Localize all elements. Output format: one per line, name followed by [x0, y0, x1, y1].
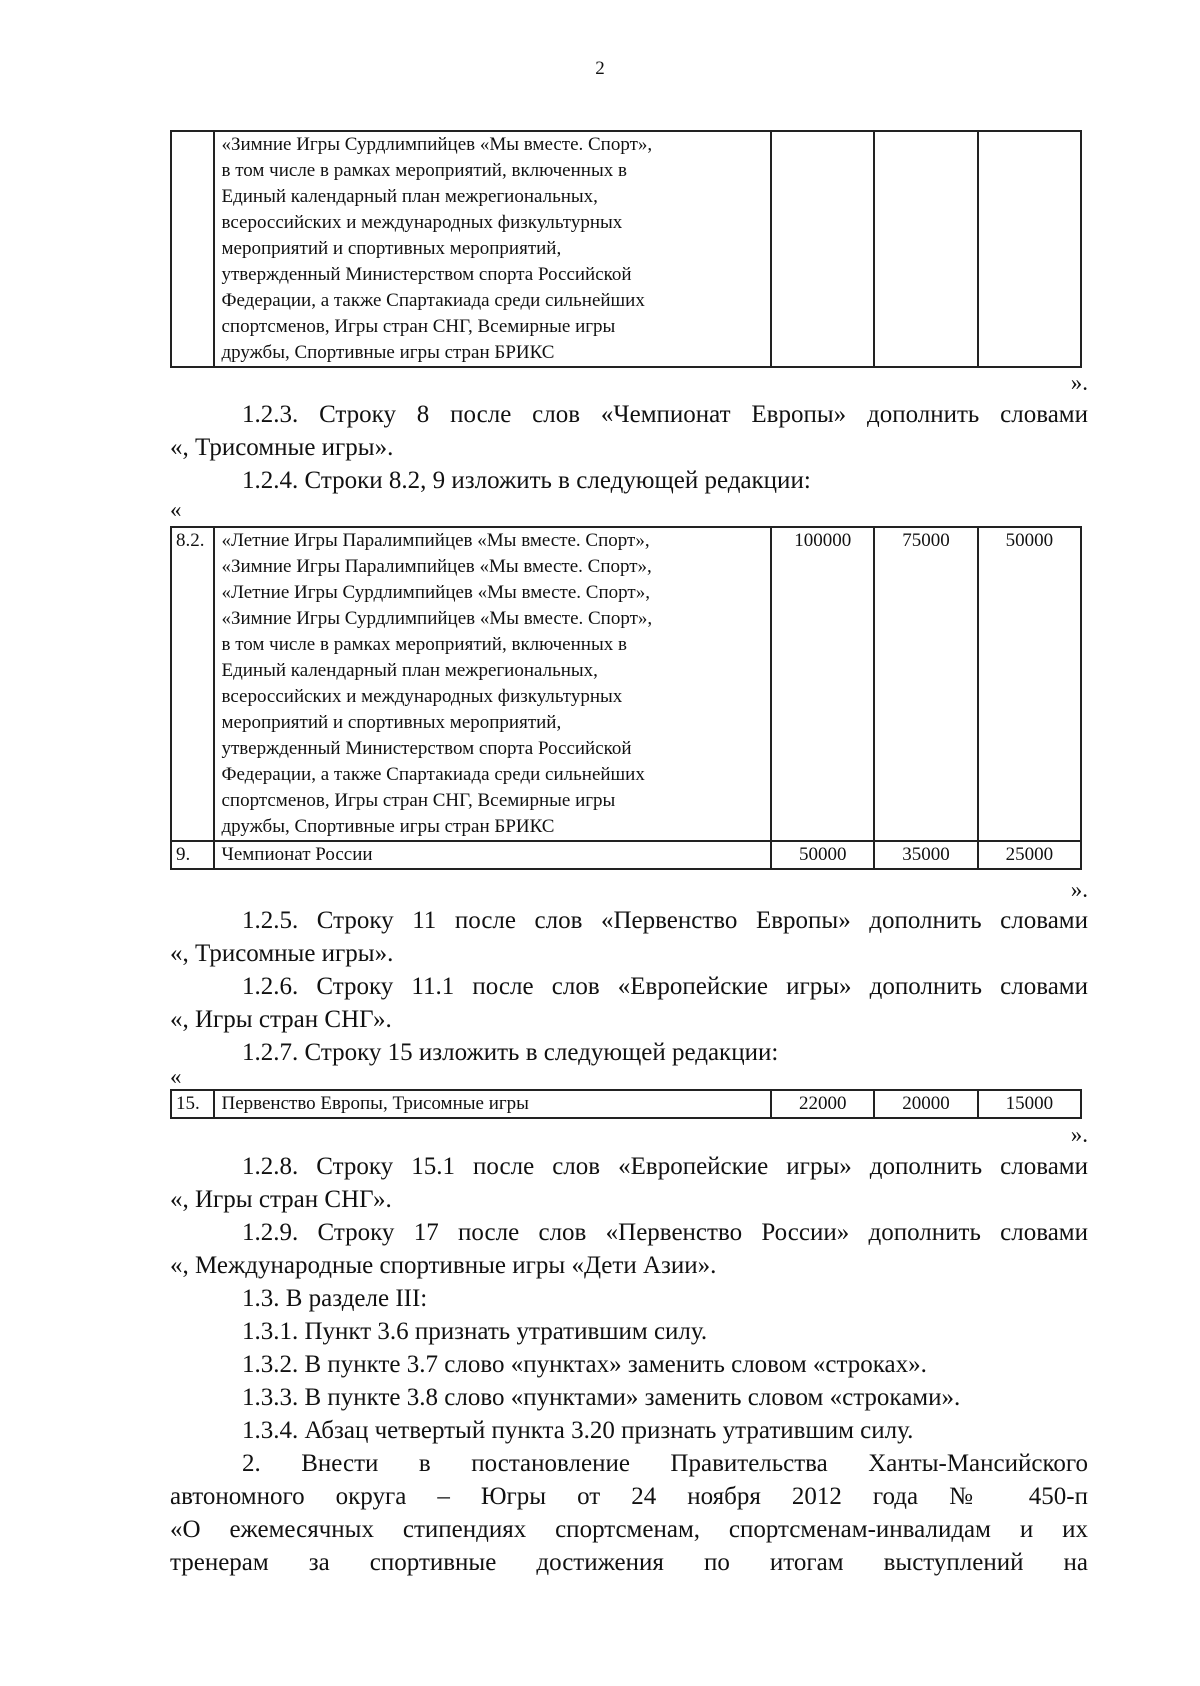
value-cell-1 — [771, 131, 874, 367]
row-text-line: дружбы, Спортивные игры стран БРИКС — [221, 816, 555, 837]
paragraph-1-3-4: 1.3.4. Абзац четвертый пункта 3.20 признать утратившим силу. — [242, 1417, 914, 1444]
row-description — [214, 527, 771, 841]
row-text-line: Федерации, а также Спартакиада среди сильнейших — [221, 764, 645, 785]
closing-quote: ». — [1070, 877, 1088, 902]
paragraph-1-2-7: 1.2.7. Строку 15 изложить в следующей редакции: — [242, 1039, 779, 1066]
row-text-line: спортсменов, Игры стран СНГ, Всемирные игры — [221, 316, 616, 337]
row-text-line: Единый календарный план межрегиональных, — [221, 186, 598, 207]
paragraph-2-line4: тренерам за спортивные достижения по итогам выступлений на — [170, 1549, 1088, 1576]
opening-quote: « — [170, 1064, 182, 1089]
value-cell-2: 20000 — [874, 1090, 977, 1118]
row-description — [214, 131, 771, 367]
paragraph-1-3: 1.3. В разделе III: — [242, 1285, 428, 1312]
table-row — [171, 841, 1081, 869]
paragraph-1-2-6-line2: «, Игры стран СНГ». — [170, 1006, 392, 1033]
table-row-15 — [170, 1089, 1082, 1119]
table-row — [171, 527, 1081, 841]
row-number: 15. — [171, 1090, 214, 1118]
paragraph-1-2-8-line1: 1.2.8. Строку 15.1 после слов «Европейские игры» дополнить словами — [242, 1153, 1088, 1180]
row-text-line: мероприятий и спортивных мероприятий, — [221, 238, 562, 259]
row-description: Чемпионат России — [214, 841, 771, 869]
row-text-line: в том числе в рамках мероприятий, включенных в — [221, 160, 627, 181]
value-cell-1: 100000 — [771, 527, 874, 841]
paragraph-1-2-6-line1: 1.2.6. Строку 11.1 после слов «Европейские игры» дополнить словами — [242, 973, 1088, 1000]
value-cell-2: 35000 — [874, 841, 977, 869]
paragraph-2-line2: автономного округа – Югры от 24 ноября 2012 года № 450-п — [170, 1483, 1088, 1510]
value-cell-3: 15000 — [978, 1090, 1081, 1118]
page-number: 2 — [595, 58, 605, 79]
row-description: Первенство Европы, Трисомные игры — [214, 1090, 771, 1118]
value-cell-2 — [874, 131, 977, 367]
row-number: 9. — [171, 841, 214, 869]
row-text-line: в том числе в рамках мероприятий, включенных в — [221, 634, 627, 655]
paragraph-2-line3: «О ежемесячных стипендиях спортсменам, спортсменам-инвалидам и их — [170, 1516, 1088, 1543]
value-cell-2: 75000 — [874, 527, 977, 841]
value-cell-3: 50000 — [978, 527, 1081, 841]
row-text-line: спортсменов, Игры стран СНГ, Всемирные игры — [221, 790, 616, 811]
paragraph-1-3-1: 1.3.1. Пункт 3.6 признать утратившим силу. — [242, 1318, 708, 1345]
paragraph-1-2-8-line2: «, Игры стран СНГ». — [170, 1186, 392, 1213]
row-text-line: «Зимние Игры Сурдлимпийцев «Мы вместе. Спорт», — [221, 134, 653, 155]
row-text-line: «Летние Игры Паралимпийцев «Мы вместе. Спорт», — [221, 530, 650, 551]
value-cell-3 — [978, 131, 1081, 367]
paragraph-2-line1: 2. Внести в постановление Правительства Ханты-Мансийского — [242, 1450, 1088, 1477]
row-text-line: Федерации, а также Спартакиада среди сильнейших — [221, 290, 645, 311]
paragraph-1-2-4: 1.2.4. Строки 8.2, 9 изложить в следующей редакции: — [242, 467, 811, 494]
paragraph-1-2-9-line1: 1.2.9. Строку 17 после слов «Первенство России» дополнить словами — [242, 1219, 1088, 1246]
opening-quote: « — [170, 497, 182, 522]
row-text-line: «Зимние Игры Сурдлимпийцев «Мы вместе. Спорт», — [221, 608, 653, 629]
row-text-line: «Летние Игры Сурдлимпийцев «Мы вместе. Спорт», — [221, 582, 650, 603]
paragraph-1-3-3: 1.3.3. В пункте 3.8 слово «пунктами» заменить словом «строками». — [242, 1384, 961, 1411]
row-number: 8.2. — [171, 527, 214, 841]
paragraph-1-3-2: 1.3.2. В пункте 3.7 слово «пунктах» заменить словом «строках». — [242, 1351, 927, 1378]
closing-quote: ». — [1070, 1122, 1088, 1147]
value-cell-1: 50000 — [771, 841, 874, 869]
value-cell-1: 22000 — [771, 1090, 874, 1118]
row-text-line: утвержденный Министерством спорта Российской — [221, 264, 632, 285]
paragraph-1-2-5-line1: 1.2.5. Строку 11 после слов «Первенство Европы» дополнить словами — [242, 907, 1088, 934]
row-text-line: дружбы, Спортивные игры стран БРИКС — [221, 342, 555, 363]
paragraph-1-2-3-line2: «, Трисомные игры». — [170, 434, 394, 461]
row-text-line: Единый календарный план межрегиональных, — [221, 660, 598, 681]
value-cell-3: 25000 — [978, 841, 1081, 869]
table-rows-8-2-9 — [170, 526, 1082, 870]
paragraph-1-2-3-line1: 1.2.3. Строку 8 после слов «Чемпионат Европы» дополнить словами — [242, 401, 1088, 428]
row-number — [171, 131, 214, 367]
row-text-line: мероприятий и спортивных мероприятий, — [221, 712, 562, 733]
closing-quote: ». — [1070, 370, 1088, 395]
paragraph-1-2-5-line2: «, Трисомные игры». — [170, 940, 394, 967]
row-text-line: всероссийских и международных физкультурных — [221, 212, 623, 233]
table-row — [171, 1090, 1081, 1118]
paragraph-1-2-9-line2: «, Международные спортивные игры «Дети Азии». — [170, 1252, 717, 1279]
row-text-line: всероссийских и международных физкультурных — [221, 686, 623, 707]
table-continuation — [170, 130, 1082, 368]
row-text-line: утвержденный Министерством спорта Российской — [221, 738, 632, 759]
table-row — [171, 131, 1081, 367]
row-text-line: «Зимние Игры Паралимпийцев «Мы вместе. Спорт», — [221, 556, 652, 577]
